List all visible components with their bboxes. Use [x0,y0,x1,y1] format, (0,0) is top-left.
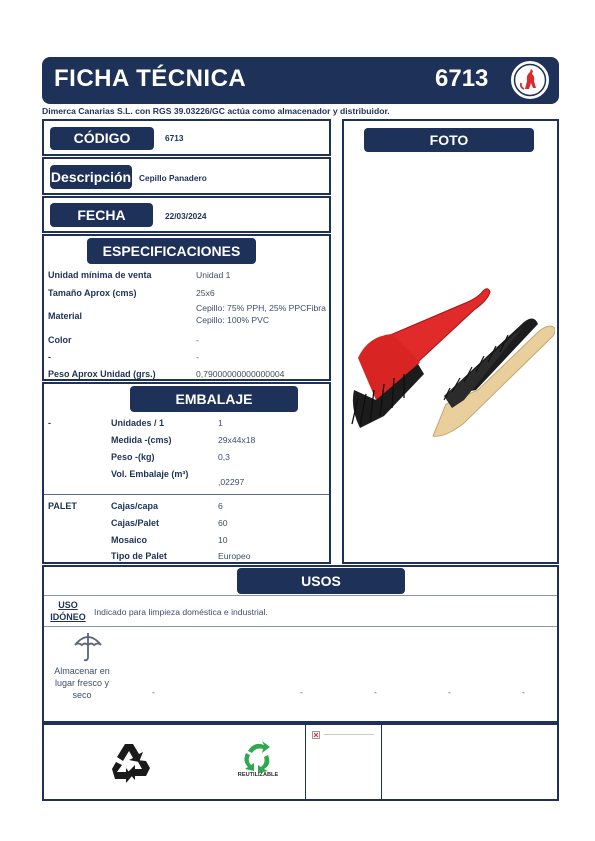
fecha-label: FECHA [50,203,153,227]
pack-value-volume: ,02297 [218,477,245,487]
packaging-title: EMBALAJE [130,386,298,412]
spec-label-weight: Peso Aprox Unidad (grs.) [48,369,156,379]
spec-label-min-unit: Unidad mínima de venta [48,270,152,280]
usos-dash-4: - [448,687,451,697]
pack-value-weight: 0,3 [218,452,230,462]
spec-label-extra: - [48,352,51,362]
descripcion-row [42,157,331,195]
packaging-divider [44,494,329,495]
pallet-label-per-layer: Cajas/capa [111,501,159,511]
header-bar [42,57,559,104]
recycle-icon [108,739,154,785]
fecha-value: 22/03/2024 [165,211,207,221]
usos-dash-1: - [152,687,155,697]
broken-image-frame [305,725,382,800]
pack-label-volume: Vol. Embalaje (m³) [111,469,189,479]
reusable-icon [234,739,282,781]
footer-icons-section [42,723,559,801]
spec-value-color: - [196,335,199,345]
usos-title: USOS [237,568,405,594]
uso-idoneo-text: Indicado para limpieza doméstica e industrial. [94,607,268,617]
pallet-label-mosaic: Mosaico [111,535,148,545]
packaging-section [42,382,331,564]
spec-value-weight: 0,79000000000000004 [196,369,285,379]
usos-section [42,565,559,723]
codigo-label: CÓDIGO [50,127,154,150]
spec-value-size: 25x6 [196,288,215,298]
pallet-label-type: Tipo de Palet [111,551,167,561]
pallet-group-label: PALET [48,501,77,511]
spec-value-extra: - [196,352,199,362]
storage-instructions: Almacenar en lugar fresco y seco [54,666,110,700]
pack-value-size: 29x44x18 [218,435,256,445]
spec-value-material: Cepillo: 75% PPH, 25% PPCFibra Cepillo: 100% PVC [196,303,326,325]
product-photo [348,278,555,448]
usos-dash-5: - [522,687,525,697]
packaging-group-label: - [48,418,51,428]
usos-divider-top [44,595,557,596]
fecha-row [42,196,331,233]
spec-label-size: Tamaño Aprox (cms) [48,288,137,298]
pack-label-weight: Peso -(kg) [111,452,155,462]
specifications-section [42,234,331,381]
umbrella-icon [72,629,104,663]
spec-label-material: Material [48,311,83,321]
pack-label-size: Medida -(cms) [111,435,172,445]
pack-value-units: 1 [218,418,223,428]
codigo-row [42,119,331,156]
pack-label-units: Unidades / 1 [111,418,165,428]
spec-label-color: Color [48,335,72,345]
descripcion-label: Descripción [50,165,132,189]
specifications-title: ESPECIFICACIONES [87,238,256,264]
broken-image-placeholder-line [324,734,374,735]
pallet-label-per-pallet: Cajas/Palet [111,518,160,528]
codigo-value: 6713 [165,133,184,143]
header-product-code: 6713 [435,65,489,92]
uso-idoneo-label: USO IDÓNEO [50,600,86,622]
page-title: FICHA TÉCNICA [54,65,247,92]
usos-divider-mid [44,626,557,627]
broken-image-icon [312,731,320,739]
pallet-value-type: Europeo [218,551,251,561]
spec-value-min-unit: Unidad 1 [196,270,231,280]
photo-section [342,119,559,564]
pallet-value-per-layer: 6 [218,501,223,511]
reusable-label: REUTILIZABLE [237,772,279,778]
company-statement: Dimerca Canarias S.L. con RGS 39.03226/GC actúa como almacenador y distribuidor. [42,106,390,116]
kangaroo-logo-icon [511,61,549,99]
descripcion-value: Cepillo Panadero [139,173,207,183]
usos-dash-3: - [374,687,377,697]
pallet-value-per-pallet: 60 [218,518,228,528]
pallet-value-mosaic: 10 [218,535,228,545]
usos-dash-2: - [300,687,303,697]
photo-title: FOTO [364,128,534,152]
